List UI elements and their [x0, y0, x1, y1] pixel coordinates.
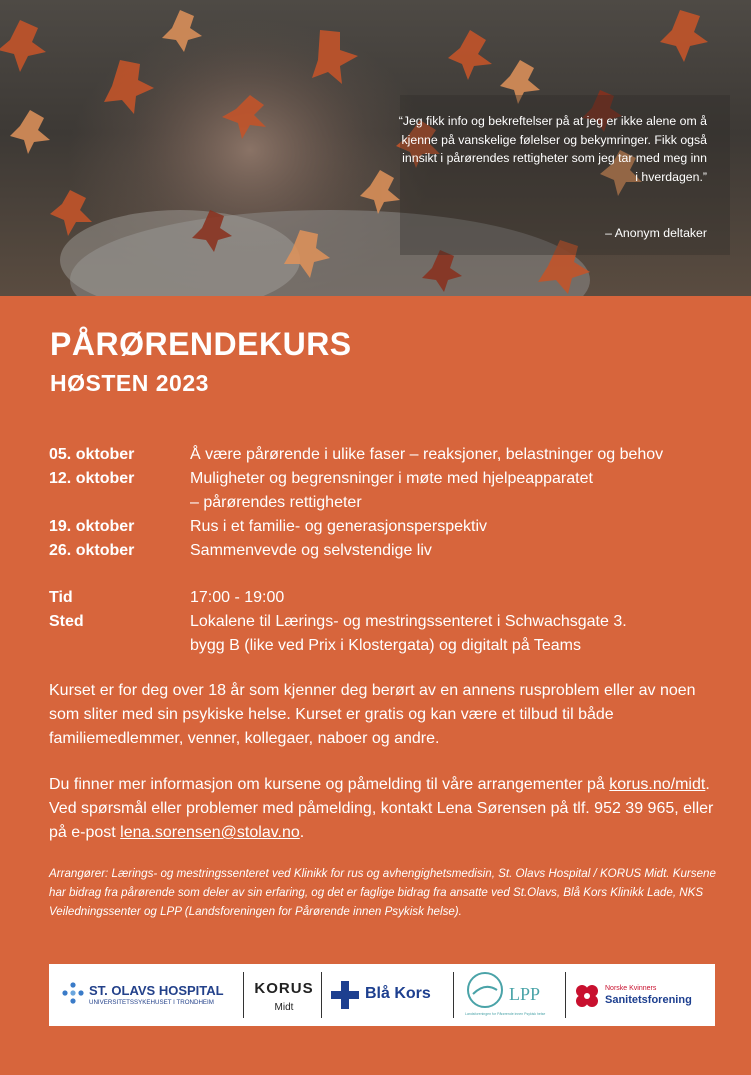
schedule-topic-continuation: – pårørendes rettigheter [190, 494, 362, 511]
page-title: PÅRØRENDEKURS [50, 326, 352, 362]
korus-name: KORUS [254, 980, 314, 997]
nks-top: Norske Kvinners [605, 985, 657, 992]
logo-divider [243, 972, 244, 1018]
place-label: Sted [49, 613, 84, 630]
schedule-topic: Muligheter og begrensninger i møte med hjelpeapparatet [190, 470, 593, 487]
blakors-logo [329, 964, 449, 1026]
stolav-name: ST. OLAVS HOSPITAL [89, 983, 224, 998]
lpp-logo [459, 964, 563, 1026]
partner-logos [49, 964, 715, 1026]
stolav-sub: UNIVERSITETSSYKEHUSET I TRONDHEIM [89, 999, 214, 1006]
testimonial-author: – Anonym deltaker [605, 226, 707, 240]
time-label: Tid [49, 589, 73, 606]
schedule-date: 12. oktober [49, 470, 135, 487]
schedule-date: 05. oktober [49, 446, 135, 463]
time-value: 17:00 - 19:00 [190, 589, 285, 606]
schedule-date: 19. oktober [49, 518, 135, 535]
blue-cross-icon [331, 981, 359, 1009]
email-link[interactable]: lena.sorensen@stolav.no [120, 824, 300, 841]
nks-logo [571, 964, 711, 1026]
schedule-topic: Sammenvevde og selvstendige liv [190, 542, 432, 559]
schedule-date: 26. oktober [49, 542, 135, 559]
info-text-3: . [299, 824, 305, 841]
blakors-name: Blå Kors [365, 985, 431, 1002]
nks-flower-icon [573, 982, 601, 1010]
nks-name: Sanitetsforening [605, 994, 692, 1006]
lpp-sub: Landsforeningen for Pårørende innen Psykisk helse [465, 1012, 546, 1016]
lpp-circle-icon [465, 970, 505, 1010]
place-value-line2: bygg B (like ved Prix i Klostergata) og digitalt på Teams [190, 637, 582, 654]
info-text-2: . Ved spørsmål eller problemer med påmelding, kontakt Lena Sørensen på tlf. 952 39 965, eller på e-post [49, 776, 714, 841]
lpp-name: LPP [509, 984, 541, 1004]
course-description: Kurset er for deg over 18 år som kjenner deg berørt av en annens rusproblem eller av noen som sliter med sin psykiske helse. Kurset er gratis og kan være et tilbud til både familiemedlemmer, venner, kollegaer, naboer og andre. [49, 682, 696, 747]
logo-divider [453, 972, 454, 1018]
organizers-note: Arrangører: Lærings- og mestringssenteret ved Klinikk for rus og avhengighetsmedisin, St. Olavs Hospital / KORUS Midt. Kursene har bidrag fra pårørende som deler av sin erfaring, og det er faglige bidrag fra ansatte ved St.Olavs, Blå Kors Klinikk Lade, NKS Veiledningssenter og LPP (Landsforeningen for Pårørende innen Psykisk helse). [49, 867, 716, 918]
schedule-topic: Å være pårørende i ulike faser – reaksjoner, belastninger og behov [190, 446, 664, 463]
korus-link[interactable]: korus.no/midt [609, 776, 706, 793]
logo-divider [321, 972, 322, 1018]
korus-logo [247, 964, 321, 1026]
place-value-line1: Lokalene til Lærings- og mestringssenteret i Schwachsgate 3. [190, 613, 627, 630]
korus-sub: Midt [274, 1002, 294, 1013]
info-paragraph [49, 773, 719, 845]
page-subtitle: HØSTEN 2023 [50, 370, 209, 396]
hero-photo [0, 0, 751, 296]
stolav-dots-icon [61, 981, 85, 1011]
schedule-topic: Rus i et familie- og generasjonsperspektiv [190, 518, 488, 535]
info-text-1: Du finner mer informasjon om kursene og påmelding til våre arrangementer på [49, 776, 610, 793]
logo-divider [565, 972, 566, 1018]
testimonial-quote: “Jeg fikk info og bekreftelser på at jeg er ikke alene om å kjenne på vanskelige følelser og bekymringer. Fikk også innsikt i pårørendes rettigheter som jeg tar med meg inn i hverdagen.” [398, 114, 707, 184]
stolav-logo [59, 964, 244, 1026]
